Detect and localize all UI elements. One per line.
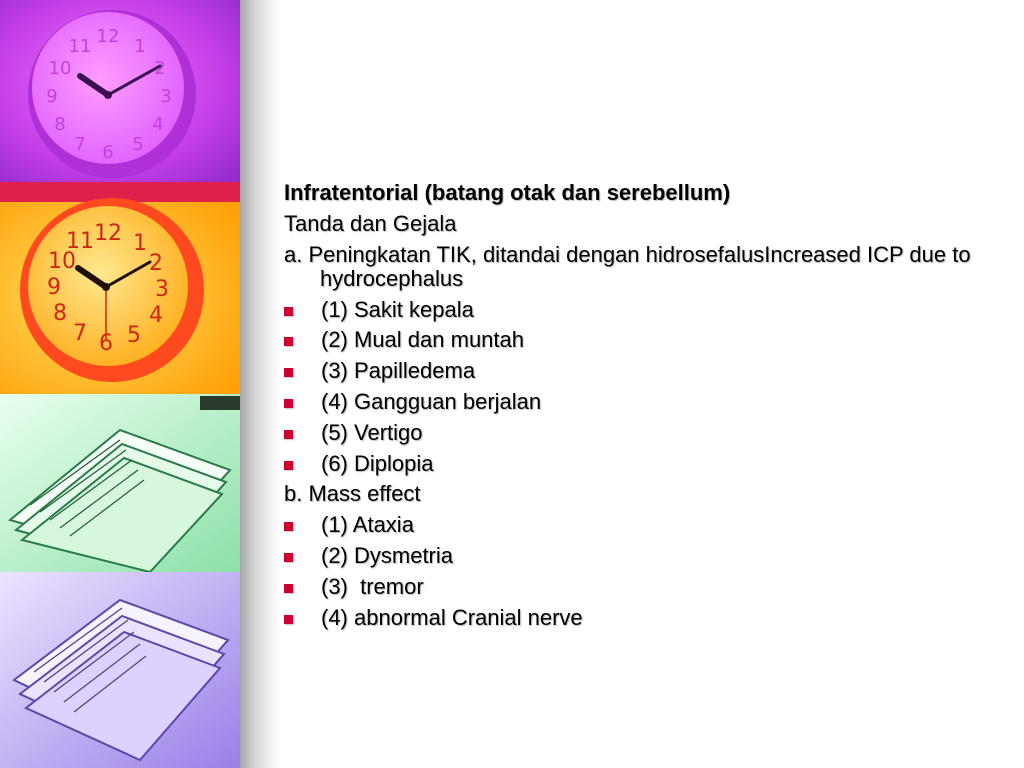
green-papers-image: [0, 394, 240, 572]
slide-heading: Infratentorial (batang otak dan serebellum): [284, 180, 731, 205]
orange-clock-number: 1: [133, 231, 147, 256]
orange-clock-number: 3: [155, 277, 169, 302]
list-item-text: (2) Dysmetria: [321, 542, 454, 568]
section-a-text: a. Peningkatan TIK, ditandai dengan hidrosefalusIncreased ICP due to hydrocephalus: [284, 241, 971, 291]
list-item: [284, 541, 984, 572]
orange-clock-number: 4: [149, 303, 163, 328]
list-item-text: (2) Mual dan muntah: [321, 327, 524, 353]
bullet-square-icon: [284, 615, 293, 624]
list-item: [284, 449, 984, 480]
list-item-text: (4) Gangguan berjalan: [321, 388, 542, 414]
purple-clock-number: 4: [152, 114, 164, 135]
bullet-square-icon: [284, 368, 293, 377]
list-item: [284, 325, 984, 356]
list-item-text: (4) abnormal Cranial nerve: [321, 604, 583, 630]
purple-clock-number: 10: [48, 58, 72, 79]
bullet-square-icon: [284, 337, 293, 346]
decorative-image-strip: [0, 0, 240, 768]
orange-clock-number: 10: [48, 249, 76, 274]
list-item-text: (1) Ataxia: [321, 512, 414, 538]
list-item: [284, 356, 984, 387]
orange-clock-number: 8: [53, 301, 67, 326]
orange-clock-number: 6: [99, 331, 113, 356]
orange-clock-image: [0, 198, 240, 394]
list-item-text: (5) Vertigo: [321, 419, 423, 445]
lavender-papers-image: [0, 572, 240, 768]
purple-clock-number: 5: [132, 134, 144, 155]
purple-clock-number: 1: [134, 36, 146, 57]
purple-clock-number: 12: [96, 26, 120, 47]
list-item-text: (3) Papilledema: [321, 358, 476, 384]
list-item: [284, 510, 984, 541]
list-item: [284, 295, 984, 326]
orange-clock-number: 9: [47, 275, 61, 300]
bullet-square-icon: [284, 399, 293, 408]
list-item-text: (6) Diplopia: [321, 450, 434, 476]
bullet-square-icon: [284, 553, 293, 562]
bullet-square-icon: [284, 461, 293, 470]
list-item: [284, 603, 984, 634]
purple-clock-number: 7: [74, 134, 86, 155]
purple-clock-number: 6: [102, 142, 114, 163]
bullet-square-icon: [284, 430, 293, 439]
orange-clock-number: 11: [66, 229, 94, 254]
slide-subheading: Tanda dan Gejala: [284, 210, 457, 236]
list-item: [284, 418, 984, 449]
list-item: [284, 572, 984, 603]
strip-shadow: [240, 0, 280, 768]
bullet-square-icon: [284, 307, 293, 316]
list-item: [284, 387, 984, 418]
orange-clock-number: 7: [73, 321, 87, 346]
purple-clock-number: 8: [54, 114, 66, 135]
purple-clock-number: 11: [68, 36, 92, 57]
orange-clock-number: 12: [94, 221, 122, 246]
purple-clock-number: 3: [160, 86, 172, 107]
slide-content: [284, 178, 984, 633]
orange-clock-number: 2: [149, 251, 163, 276]
purple-clock-image: [0, 0, 240, 182]
list-item-text: (1) Sakit kepala: [321, 296, 474, 322]
purple-clock-number: 9: [46, 86, 58, 107]
bullet-square-icon: [284, 584, 293, 593]
purple-clock-number: 2: [154, 58, 166, 79]
bullet-square-icon: [284, 522, 293, 531]
list-item-text: (3) tremor: [321, 573, 424, 599]
section-b-text: b. Mass effect: [284, 481, 421, 507]
orange-clock-number: 5: [127, 323, 141, 348]
